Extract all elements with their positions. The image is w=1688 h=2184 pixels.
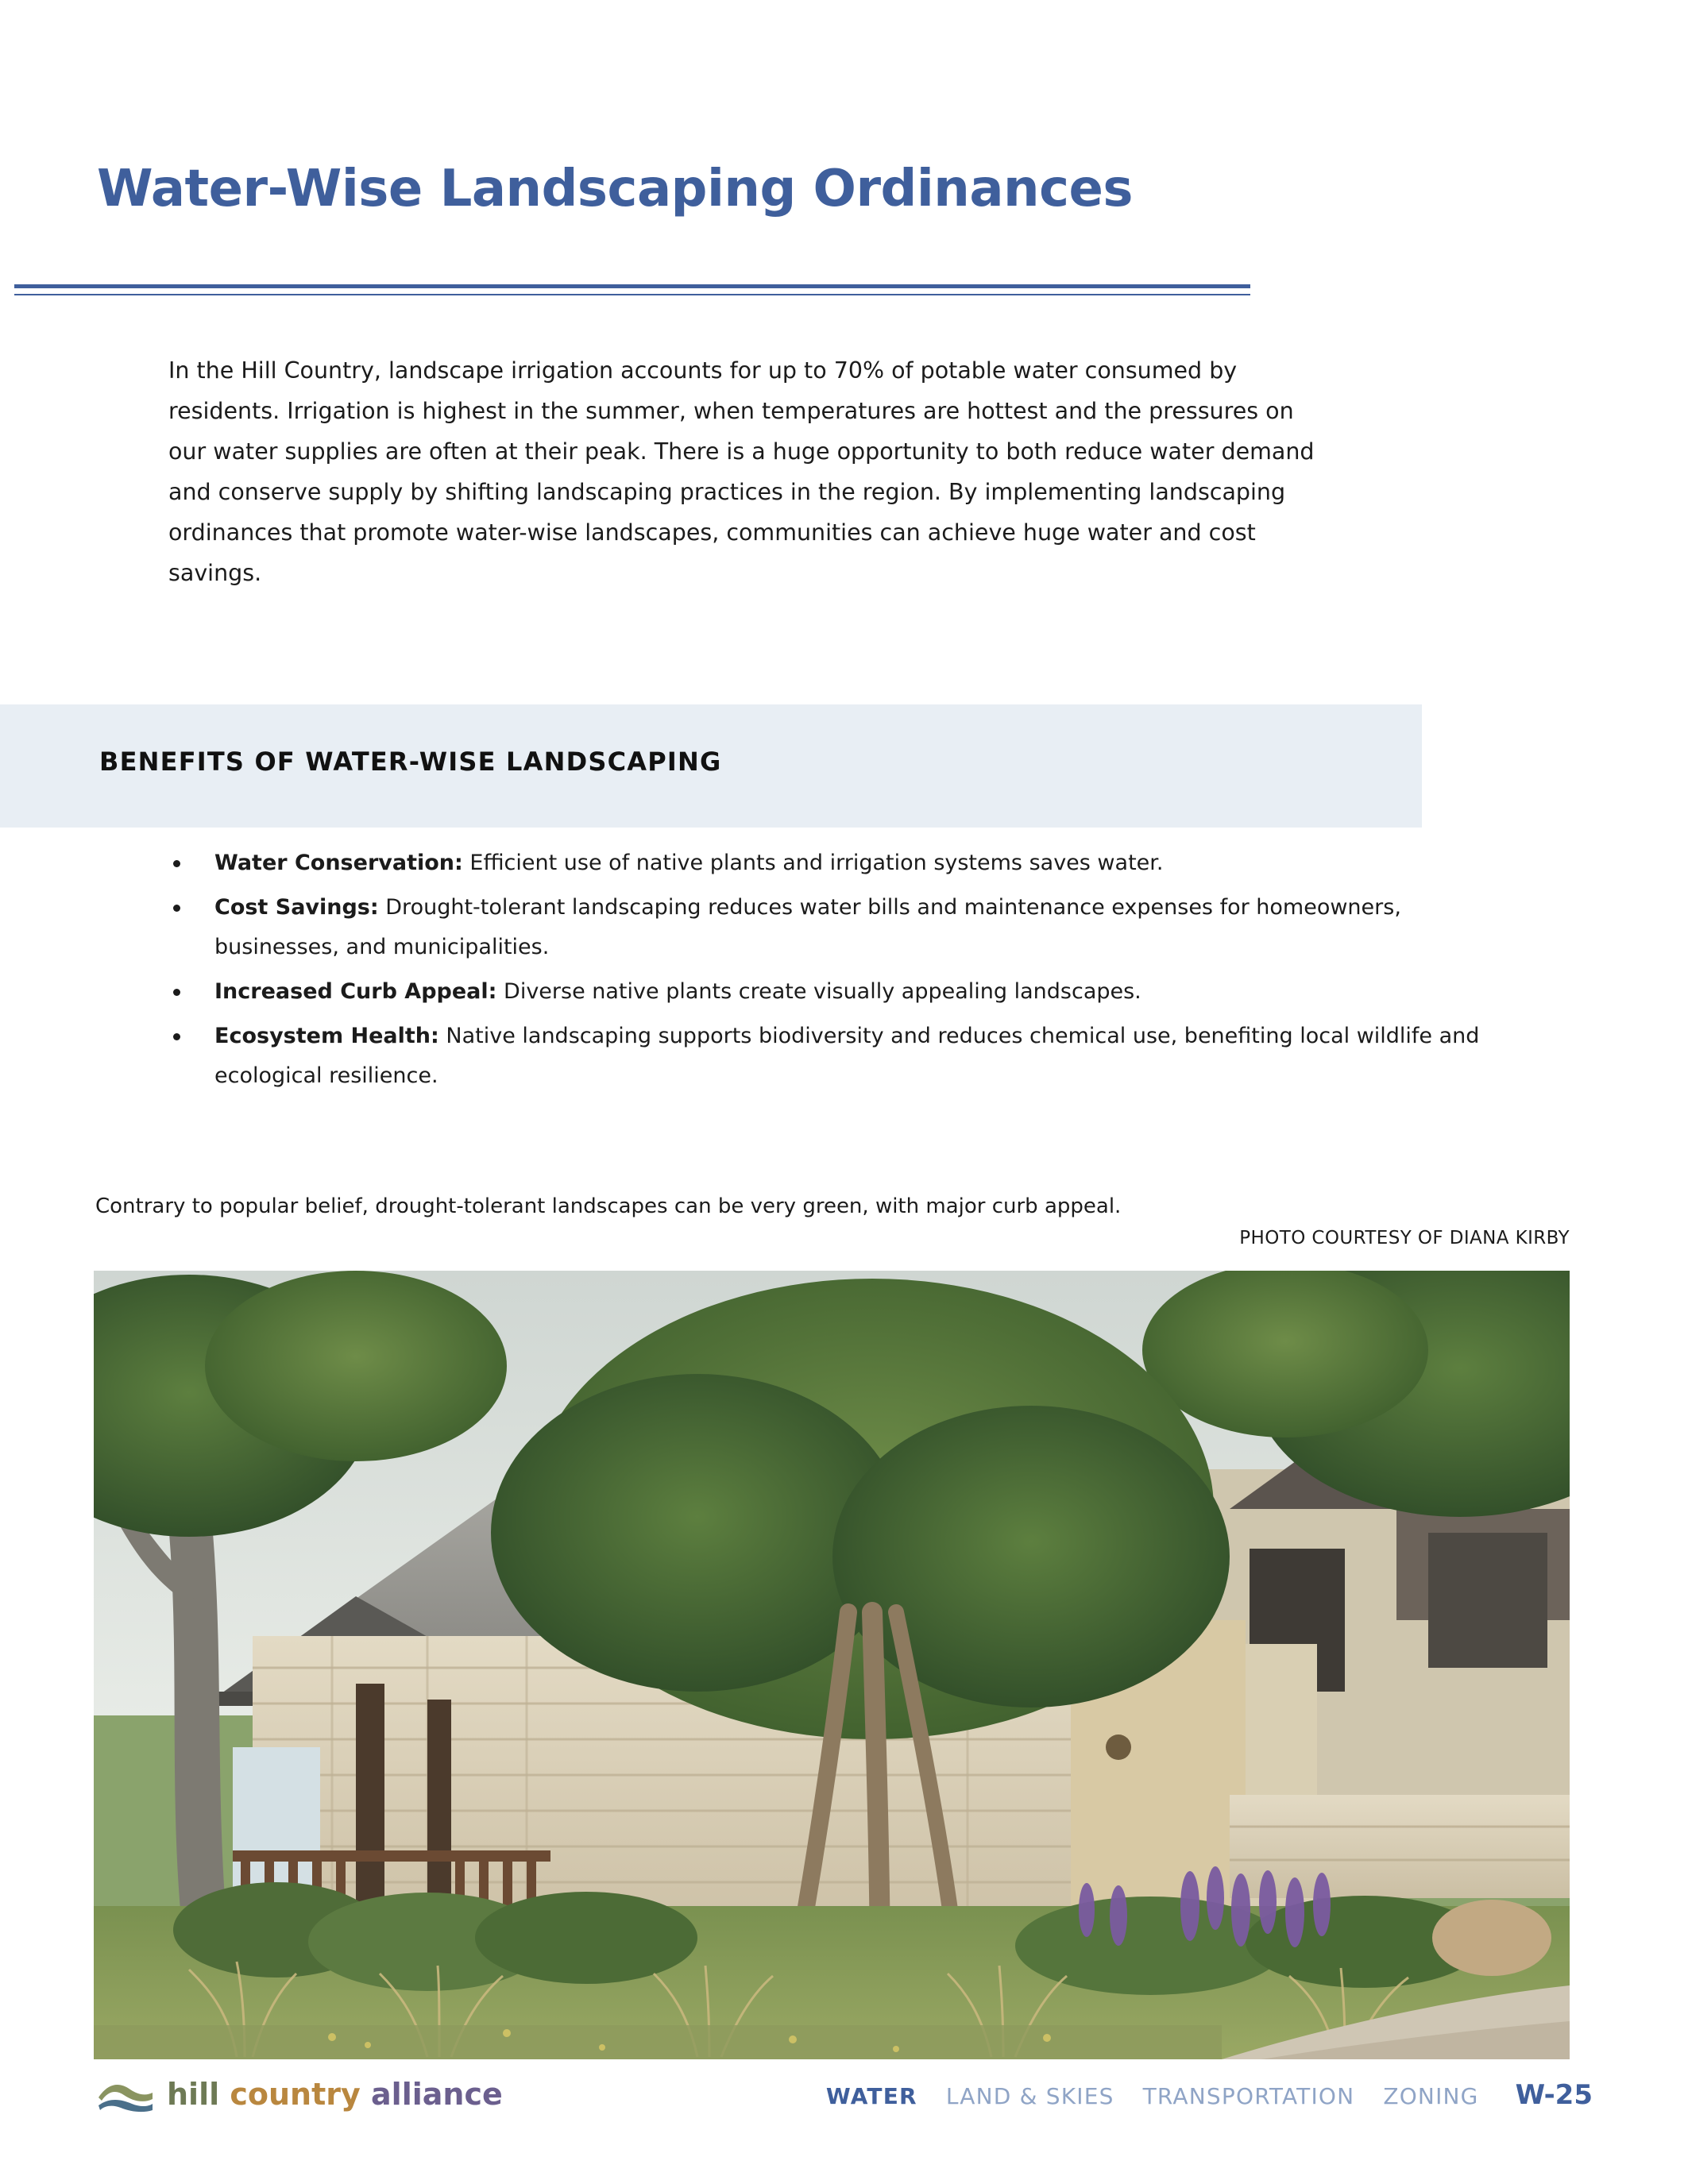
nav-item-transportation[interactable]: TRANSPORTATION xyxy=(1142,2083,1355,2109)
section-heading: BENEFITS OF WATER-WISE LANDSCAPING xyxy=(99,747,722,777)
logo-word-alliance: alliance xyxy=(371,2077,503,2112)
list-item-term: Water Conservation: xyxy=(214,851,463,875)
list-item-text: Efficient use of native plants and irrigation systems saves water. xyxy=(462,851,1164,875)
list-item-text: Drought-tolerant landscaping reduces water bills and maintenance expenses for homeowners, businesses, and municipalities. xyxy=(214,895,1401,959)
page-title: Water-Wise Landscaping Ordinances xyxy=(97,159,1133,218)
bullet-dot-icon xyxy=(173,905,180,912)
divider-thin xyxy=(14,294,1250,295)
list-item xyxy=(159,843,1509,883)
list-item-term: Ecosystem Health: xyxy=(214,1024,439,1048)
landscape-photo xyxy=(94,1271,1570,2059)
logo-word-country: country xyxy=(230,2077,361,2112)
bullet-dot-icon xyxy=(173,1033,180,1040)
footer-logo[interactable] xyxy=(95,2071,503,2117)
title-divider xyxy=(14,284,1250,295)
photo-illustration xyxy=(94,1271,1570,2059)
bullet-dot-icon xyxy=(173,989,180,996)
footer-nav xyxy=(826,2079,1593,2111)
photo-credit: PHOTO COURTESY OF DIANA KIRBY xyxy=(1239,1228,1570,1248)
list-item xyxy=(159,972,1509,1012)
divider-gap xyxy=(14,288,1250,294)
intro-paragraph: In the Hill Country, landscape irrigation accounts for up to 70% of potable water consumed by residents. Irrigation is highest in the summer, when temperatures are hottest and the pressures on our water supplies are often at their peak. There is a huge opportunity to both reduce water demand and conserve supply by shifting landscaping practices in the region. By implementing landscaping ordinances that promote water-wise landscapes, communities can achieve huge water and cost savings. xyxy=(168,357,1315,586)
list-item xyxy=(159,1017,1509,1096)
photo-caption: Contrary to popular belief, drought-tolerant landscapes can be very green, with major curb appeal. xyxy=(95,1194,1122,1218)
list-item xyxy=(159,888,1509,967)
hill-country-alliance-logo-icon xyxy=(95,2074,156,2115)
nav-item-land-skies[interactable]: LAND & SKIES xyxy=(945,2083,1114,2109)
list-item-text: Diverse native plants create visually appealing landscapes. xyxy=(496,979,1141,1004)
benefits-list xyxy=(159,843,1509,1101)
bullet-dot-icon xyxy=(173,860,180,867)
logo-word-hill: hill xyxy=(167,2077,220,2112)
list-item-text: Native landscaping supports biodiversity and reduces chemical use, benefiting local wildlife and ecological resilience. xyxy=(214,1024,1480,1088)
page-number: W-25 xyxy=(1515,2079,1593,2111)
footer-logo-text xyxy=(167,2077,503,2112)
list-item-term: Increased Curb Appeal: xyxy=(214,979,497,1004)
nav-item-zoning[interactable]: ZONING xyxy=(1383,2083,1479,2109)
nav-item-water[interactable]: WATER xyxy=(825,2083,917,2109)
list-item-term: Cost Savings: xyxy=(214,895,379,920)
